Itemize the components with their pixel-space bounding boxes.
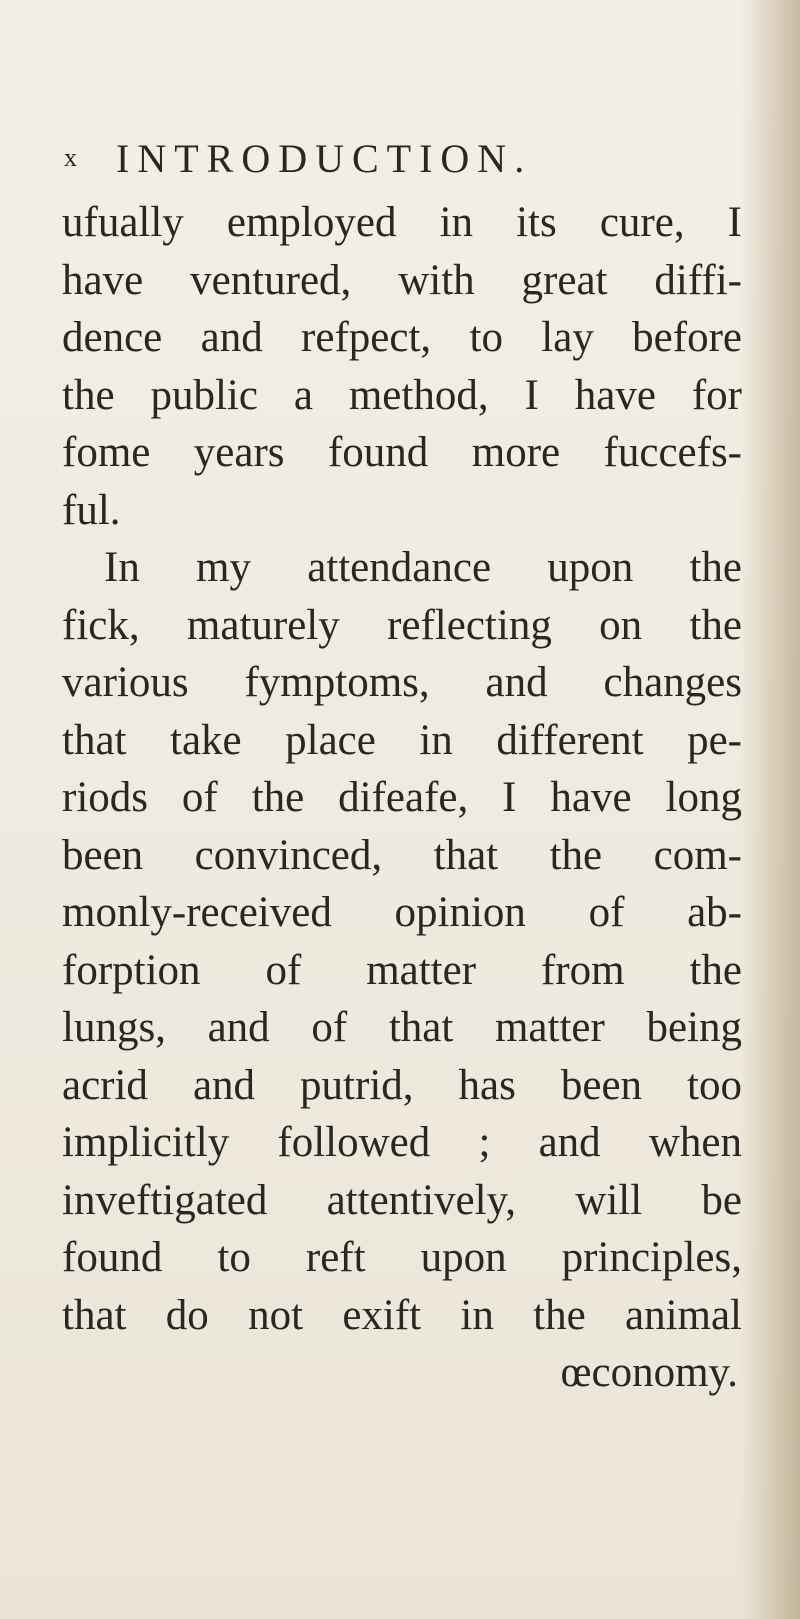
text-line: that take place in different pe- xyxy=(62,716,742,764)
text-line: inveftigated attentively, will be xyxy=(62,1176,742,1224)
page-number: x xyxy=(64,143,77,172)
text-line: ufually employed in its cure, I xyxy=(62,199,742,246)
text-line: fick, maturely reflecting on the xyxy=(62,601,742,649)
text-line: the public a method, I have for xyxy=(62,371,742,419)
text-line: that do not exift in the animal xyxy=(62,1291,742,1339)
text-line: forption of matter from the xyxy=(62,946,742,994)
body-text xyxy=(62,194,742,1402)
text-line: implicitly followed ; and when xyxy=(62,1119,742,1166)
text-line: have ventured, with great diffi- xyxy=(62,256,742,304)
running-head xyxy=(64,128,744,188)
text-line: been convinced, that the com- xyxy=(62,831,742,879)
text-line: dence and refpect, to lay before xyxy=(62,314,742,361)
catchword-line: œconomy. xyxy=(560,1349,738,1396)
text-line: monly-received opinion of ab- xyxy=(62,889,742,936)
running-head-title: INTRODUCTION. xyxy=(116,135,533,181)
text-line: acrid and putrid, has been too xyxy=(62,1061,742,1109)
text-line: found to reft upon principles, xyxy=(62,1234,742,1281)
text-line: ful. xyxy=(62,486,121,534)
text-line: riods of the difeafe, I have long xyxy=(62,774,742,821)
text-line: various fymptoms, and changes xyxy=(62,659,742,706)
text-line: lungs, and of that matter being xyxy=(62,1004,742,1051)
text-line: fome years found more fuccefs- xyxy=(62,429,742,476)
paragraph-start-line: In my attendance upon the xyxy=(104,544,742,591)
